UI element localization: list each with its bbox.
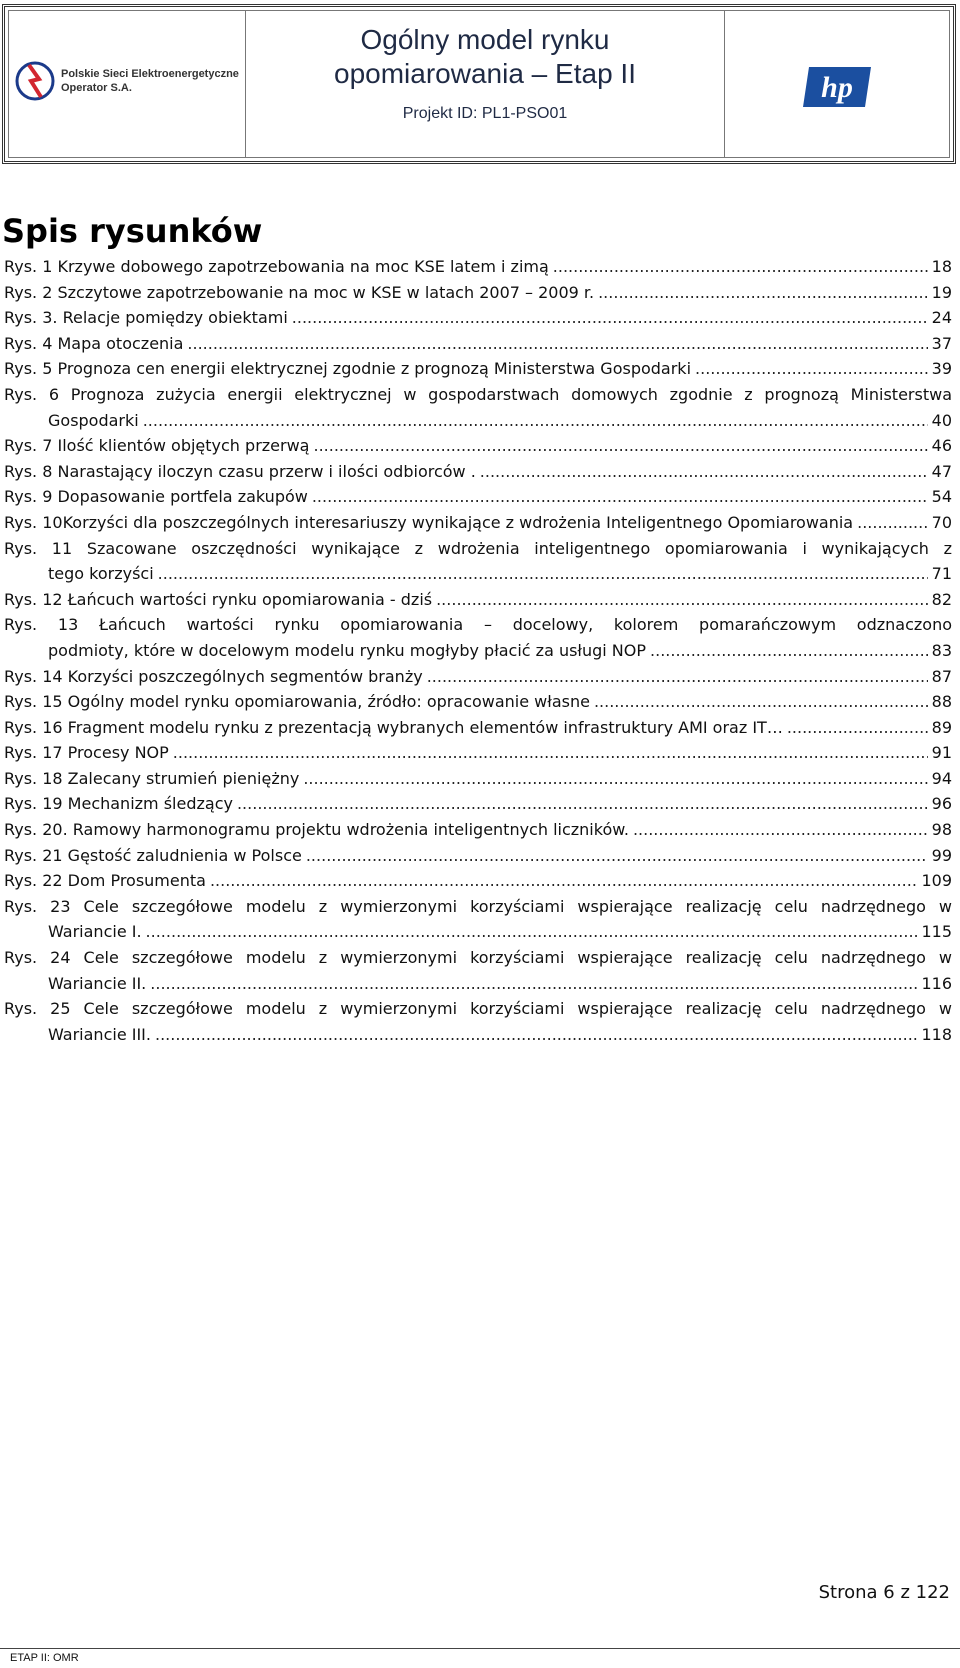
dot-leader xyxy=(313,433,927,459)
toc-entry[interactable] xyxy=(4,331,952,357)
list-of-figures xyxy=(4,254,952,1047)
toc-entry[interactable] xyxy=(4,843,952,869)
dot-leader xyxy=(306,843,928,869)
toc-entry[interactable] xyxy=(4,740,952,766)
dot-leader xyxy=(553,254,928,280)
toc-entry-line xyxy=(4,510,952,536)
toc-entry[interactable] xyxy=(4,612,952,663)
company-line-1: Polskie Sieci Elektroenergetyczne xyxy=(61,68,239,80)
toc-entry[interactable] xyxy=(4,510,952,536)
toc-entry[interactable] xyxy=(4,459,952,485)
toc-entry-line-2 xyxy=(4,638,952,664)
toc-entry-label: Rys. 5 Prognoza cen energii elektrycznej zgodnie z prognozą Ministerstwa Gospodarki xyxy=(4,359,692,379)
toc-entry-page: 39 xyxy=(931,359,952,379)
header-title-cell xyxy=(246,11,725,157)
toc-entry-label: Rys. 22 Dom Prosumenta xyxy=(4,871,206,891)
toc-entry-label: Rys. 2 Szczytowe zapotrzebowanie na moc w KSE w latach 2007 – 2009 r. xyxy=(4,282,595,302)
toc-entry-page: 46 xyxy=(931,436,952,456)
dot-leader xyxy=(695,356,928,382)
toc-entry-page: 87 xyxy=(931,666,952,686)
dot-leader xyxy=(150,971,917,997)
document-title-line-2: opomiarowania – Etap II xyxy=(334,58,636,89)
toc-entry-page: 98 xyxy=(931,820,952,840)
toc-entry-label-line-1: Rys. 11 Szacowane oszczędności wynikające z wdrożenia inteligentnego opomiarowania i wynikających z xyxy=(4,538,952,558)
toc-entry-page: 40 xyxy=(931,410,952,430)
toc-entry-page: 116 xyxy=(921,973,952,993)
dot-leader xyxy=(598,280,928,306)
toc-entry-page: 54 xyxy=(931,487,952,507)
dot-leader xyxy=(650,638,928,664)
toc-entry[interactable] xyxy=(4,945,952,996)
toc-entry-line xyxy=(4,305,952,331)
toc-entry-line xyxy=(4,459,952,485)
toc-entry[interactable] xyxy=(4,715,952,741)
toc-entry-line xyxy=(4,280,952,306)
toc-entry-line-2 xyxy=(4,1022,952,1048)
toc-entry-label: Rys. 3. Relacje pomiędzy obiektami xyxy=(4,308,288,328)
toc-entry-page: 18 xyxy=(931,257,952,276)
dot-leader xyxy=(427,664,928,690)
toc-entry-page: 71 xyxy=(931,564,952,584)
toc-entry-label: Rys. 10Korzyści dla poszczególnych interesariuszy wynikające z wdrożenia Inteligentnego Opomiarowania xyxy=(4,512,854,532)
toc-entry[interactable] xyxy=(4,305,952,331)
toc-entry-line-2 xyxy=(4,561,952,587)
dot-leader xyxy=(633,817,928,843)
toc-entry-page: 37 xyxy=(931,333,952,353)
toc-entry-page: 83 xyxy=(931,640,952,660)
toc-entry-line xyxy=(4,791,952,817)
toc-entry-label: Rys. 9 Dopasowanie portfela zakupów xyxy=(4,487,308,507)
footer-stage-label: ETAP II: OMR xyxy=(10,1652,79,1664)
toc-entry-page: 96 xyxy=(931,794,952,814)
toc-entry-label-line-2: Gospodarki xyxy=(48,410,139,430)
toc-entry-line-2 xyxy=(4,408,952,434)
dot-leader xyxy=(237,791,928,817)
toc-entry-label-line-1: Rys. 23 Cele szczegółowe modelu z wymierzonymi korzyściami wspierające realizację celu nadrzędnego w xyxy=(4,896,952,916)
page-number: Strona 6 z 122 xyxy=(818,1582,950,1603)
toc-entry-page: 118 xyxy=(921,1024,952,1044)
toc-entry-label: Rys. 7 Ilość klientów objętych przerwą xyxy=(4,436,310,456)
dot-leader xyxy=(292,305,928,331)
dot-leader xyxy=(303,766,927,792)
dot-leader xyxy=(857,510,928,536)
toc-entry-line-2 xyxy=(4,919,952,945)
toc-entry-label-line-2: podmioty, które w docelowym modelu rynku mogłyby płacić za usługi NOP xyxy=(48,640,647,660)
pse-logo xyxy=(15,59,239,103)
toc-entry-label: Rys. 20. Ramowy harmonogramu projektu wdrożenia inteligentnych liczników. xyxy=(4,820,629,840)
toc-entry[interactable] xyxy=(4,356,952,382)
toc-entry-label-line-2: Wariancie II. xyxy=(48,973,147,993)
toc-entry-line xyxy=(4,843,952,869)
toc-entry-page: 91 xyxy=(931,743,952,763)
toc-entry[interactable] xyxy=(4,280,952,306)
toc-entry-line xyxy=(4,587,952,613)
dot-leader xyxy=(158,561,928,587)
toc-entry-label-line-1: Rys. 13 Łańcuch wartości rynku opomiarowania – docelowy, kolorem pomarańczowym odznaczono xyxy=(4,615,952,635)
hp-logo-icon xyxy=(801,63,873,111)
toc-entry[interactable] xyxy=(4,894,952,945)
toc-entry[interactable] xyxy=(4,868,952,894)
project-id: Projekt ID: PL1-PSO01 xyxy=(402,105,568,122)
toc-entry-line xyxy=(4,715,952,741)
toc-entry[interactable] xyxy=(4,996,952,1047)
toc-entry-line-2 xyxy=(4,971,952,997)
toc-entry-line xyxy=(4,740,952,766)
toc-entry-label: Rys. 19 Mechanizm śledzący xyxy=(4,794,233,814)
dot-leader xyxy=(143,408,928,434)
toc-entry-label: Rys. 17 Procesy NOP xyxy=(4,743,169,763)
toc-entry-page: 89 xyxy=(931,717,952,737)
toc-entry-label: Rys. 12 Łańcuch wartości rynku opomiarowania - dziś xyxy=(4,589,433,609)
toc-entry-label: Rys. 8 Narastający iloczyn czasu przerw i ilości odbiorców . xyxy=(4,461,476,481)
toc-entry-line xyxy=(4,766,952,792)
toc-entry-line xyxy=(4,433,952,459)
toc-entry-page: 70 xyxy=(931,512,952,532)
toc-entry-page: 19 xyxy=(931,282,952,302)
toc-entry-label-line-2: Wariancie I. xyxy=(48,922,142,942)
hp-logo xyxy=(801,63,873,115)
toc-entry-page: 24 xyxy=(931,308,952,328)
toc-entry-label: Rys. 14 Korzyści poszczególnych segmentów branży xyxy=(4,666,423,686)
toc-entry[interactable] xyxy=(4,254,952,280)
toc-entry-label: Rys. 21 Gęstość zaludnienia w Polsce xyxy=(4,845,302,865)
toc-entry-line xyxy=(4,356,952,382)
toc-entry[interactable] xyxy=(4,689,952,715)
toc-entry-label: Rys. 16 Fragment modelu rynku z prezentacją wybranych elementów infrastruktury AMI oraz IT… xyxy=(4,717,783,737)
header-logo-cell xyxy=(9,11,246,157)
toc-entry-line xyxy=(4,689,952,715)
dot-leader xyxy=(146,919,918,945)
header-hp-cell xyxy=(725,11,949,157)
dot-leader xyxy=(787,715,928,741)
toc-title: Spis rysunków xyxy=(2,212,263,250)
footer-divider xyxy=(0,1648,960,1649)
toc-entry[interactable] xyxy=(4,382,952,433)
dot-leader xyxy=(187,331,927,357)
toc-entry-page: 82 xyxy=(931,589,952,609)
toc-entry-page: 115 xyxy=(921,922,952,942)
toc-entry-page: 99 xyxy=(931,845,952,865)
toc-entry[interactable] xyxy=(4,433,952,459)
dot-leader xyxy=(594,689,928,715)
toc-entry[interactable] xyxy=(4,536,952,587)
toc-entry-line xyxy=(4,664,952,690)
toc-entry[interactable] xyxy=(4,484,952,510)
toc-entry-label: Rys. 15 Ogólny model rynku opomiarowania, źródło: opracowanie własne xyxy=(4,692,590,712)
header-table xyxy=(8,10,950,158)
toc-entry-label: Rys. 4 Mapa otoczenia xyxy=(4,333,184,353)
dot-leader xyxy=(480,459,928,485)
toc-entry-line xyxy=(4,331,952,357)
toc-entry-line xyxy=(4,254,952,280)
toc-entry-label-line-1: Rys. 6 Prognoza zużycia energii elektrycznej w gospodarstwach domowych zgodnie z prognozą Ministerstwa xyxy=(4,384,952,404)
toc-entry-line xyxy=(4,817,952,843)
toc-entry-label-line-2: Wariancie III. xyxy=(48,1024,151,1044)
toc-entry-label: Rys. 1 Krzywe dobowego zapotrzebowania na moc KSE latem i zimą xyxy=(4,257,549,276)
hp-logo-text: hp xyxy=(821,71,853,104)
document-header xyxy=(2,4,956,164)
toc-entry[interactable] xyxy=(4,766,952,792)
dot-leader xyxy=(436,587,928,613)
toc-entry-page: 109 xyxy=(921,871,952,891)
toc-entry-line xyxy=(4,868,952,894)
dot-leader xyxy=(155,1022,917,1048)
toc-entry-page: 88 xyxy=(931,692,952,712)
toc-entry[interactable] xyxy=(4,587,952,613)
pse-logo-icon xyxy=(15,59,55,103)
toc-entry[interactable] xyxy=(4,817,952,843)
document-title-line-1: Ogólny model rynku xyxy=(360,24,610,55)
pse-company-name xyxy=(61,67,239,95)
toc-entry-label-line-1: Rys. 24 Cele szczegółowe modelu z wymierzonymi korzyściami wspierające realizację celu nadrzędnego w xyxy=(4,948,952,968)
toc-entry-line xyxy=(4,484,952,510)
toc-entry-page: 47 xyxy=(931,461,952,481)
dot-leader xyxy=(210,868,918,894)
toc-entry-label: Rys. 18 Zalecany strumień pieniężny xyxy=(4,768,300,788)
toc-entry[interactable] xyxy=(4,791,952,817)
company-line-2: Operator S.A. xyxy=(61,82,132,94)
dot-leader xyxy=(173,740,928,766)
toc-entry-label-line-2: tego korzyści xyxy=(48,564,154,584)
toc-entry[interactable] xyxy=(4,664,952,690)
dot-leader xyxy=(312,484,928,510)
toc-entry-label-line-1: Rys. 25 Cele szczegółowe modelu z wymierzonymi korzyściami wspierające realizację celu nadrzędnego w xyxy=(4,999,952,1019)
toc-entry-page: 94 xyxy=(931,768,952,788)
